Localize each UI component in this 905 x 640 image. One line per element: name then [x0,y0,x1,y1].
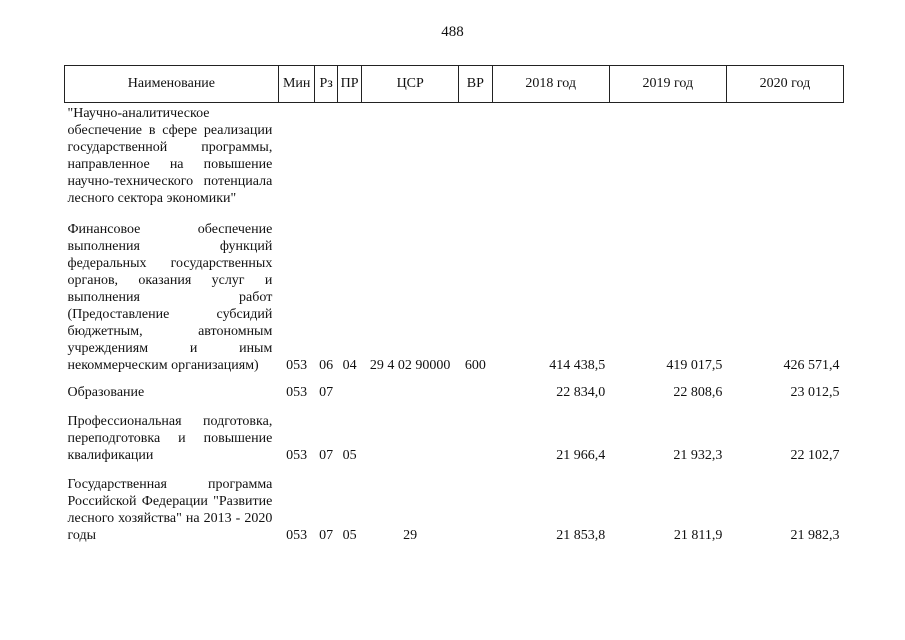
row-2019: 22 808,6 [673,385,723,400]
row-csr [362,413,459,464]
row-min: 053 [286,385,308,400]
header-2018: 2018 год [492,66,609,103]
row-2020: 22 102,7 [790,448,840,463]
row-gap [65,464,844,476]
table-header-row [65,66,844,103]
row-rz: 07 [319,448,334,463]
table-row [65,476,844,544]
row-min: 053 [286,528,308,543]
row-2019: 21 932,3 [673,448,723,463]
row-2019 [609,103,726,208]
row-rz: 06 [319,358,334,373]
header-pr: ПР [337,66,361,103]
row-2020: 426 571,4 [783,358,840,373]
row-vr [459,384,493,401]
header-name: Наименование [65,66,279,103]
row-2018: 21 853,8 [556,528,606,543]
row-2018 [492,103,609,208]
row-csr: 29 4 02 90000 [369,358,451,373]
row-2020: 23 012,5 [790,385,840,400]
row-gap [65,401,844,413]
row-csr [362,384,459,401]
row-2018: 22 834,0 [556,385,606,400]
header-2020: 2020 год [726,66,843,103]
table-row [65,221,844,374]
page-number: 488 [441,24,464,40]
table-row [65,384,844,401]
row-rz: 07 [319,385,334,400]
row-name: Государственная программа Российской Федерации "Развитие лесного хозяйства" на 2013 - 2020 годы [67,477,273,543]
row-rz [315,103,337,208]
row-2020: 21 982,3 [790,528,840,543]
row-gap [65,374,844,384]
row-2020 [726,103,843,208]
row-gap [65,207,844,221]
row-pr [337,384,361,401]
row-vr: 600 [464,358,486,373]
row-2018: 414 438,5 [549,358,606,373]
row-min [278,103,315,208]
table-row [65,103,844,208]
row-name: Финансовое обеспечение выполнения функций федеральных государственных органов, оказания услуг и выполнения работ (Предоставление субсидий бюджетным, автономным учреждениям и иным некоммерческим организациям) [67,222,273,373]
row-rz: 07 [319,528,334,543]
row-2019: 21 811,9 [673,528,723,543]
budget-table [64,65,844,544]
row-name: Образование [67,385,145,400]
header-vr: ВР [459,66,493,103]
header-2019: 2019 год [609,66,726,103]
row-min: 053 [286,358,308,373]
row-csr [362,103,459,208]
row-vr [459,413,493,464]
header-rz: Рз [315,66,337,103]
row-min: 053 [286,448,308,463]
row-2018: 21 966,4 [556,448,606,463]
row-name: Профессиональная подготовка, переподготовка и повышение квалификации [67,414,273,463]
table-row [65,413,844,464]
row-vr [459,103,493,208]
header-csr: ЦСР [362,66,459,103]
row-pr: 05 [342,528,357,543]
row-pr [337,103,361,208]
row-2019: 419 017,5 [666,358,723,373]
row-pr: 05 [342,448,357,463]
row-name: "Научно-аналитическое обеспечение в сфере реализации государственной программы, направленное на повышение научно-технического потенциала лесного сектора экономики" [67,106,273,206]
row-vr [459,476,493,544]
row-pr: 04 [342,358,357,373]
header-min: Мин [278,66,315,103]
row-csr: 29 [403,528,418,543]
